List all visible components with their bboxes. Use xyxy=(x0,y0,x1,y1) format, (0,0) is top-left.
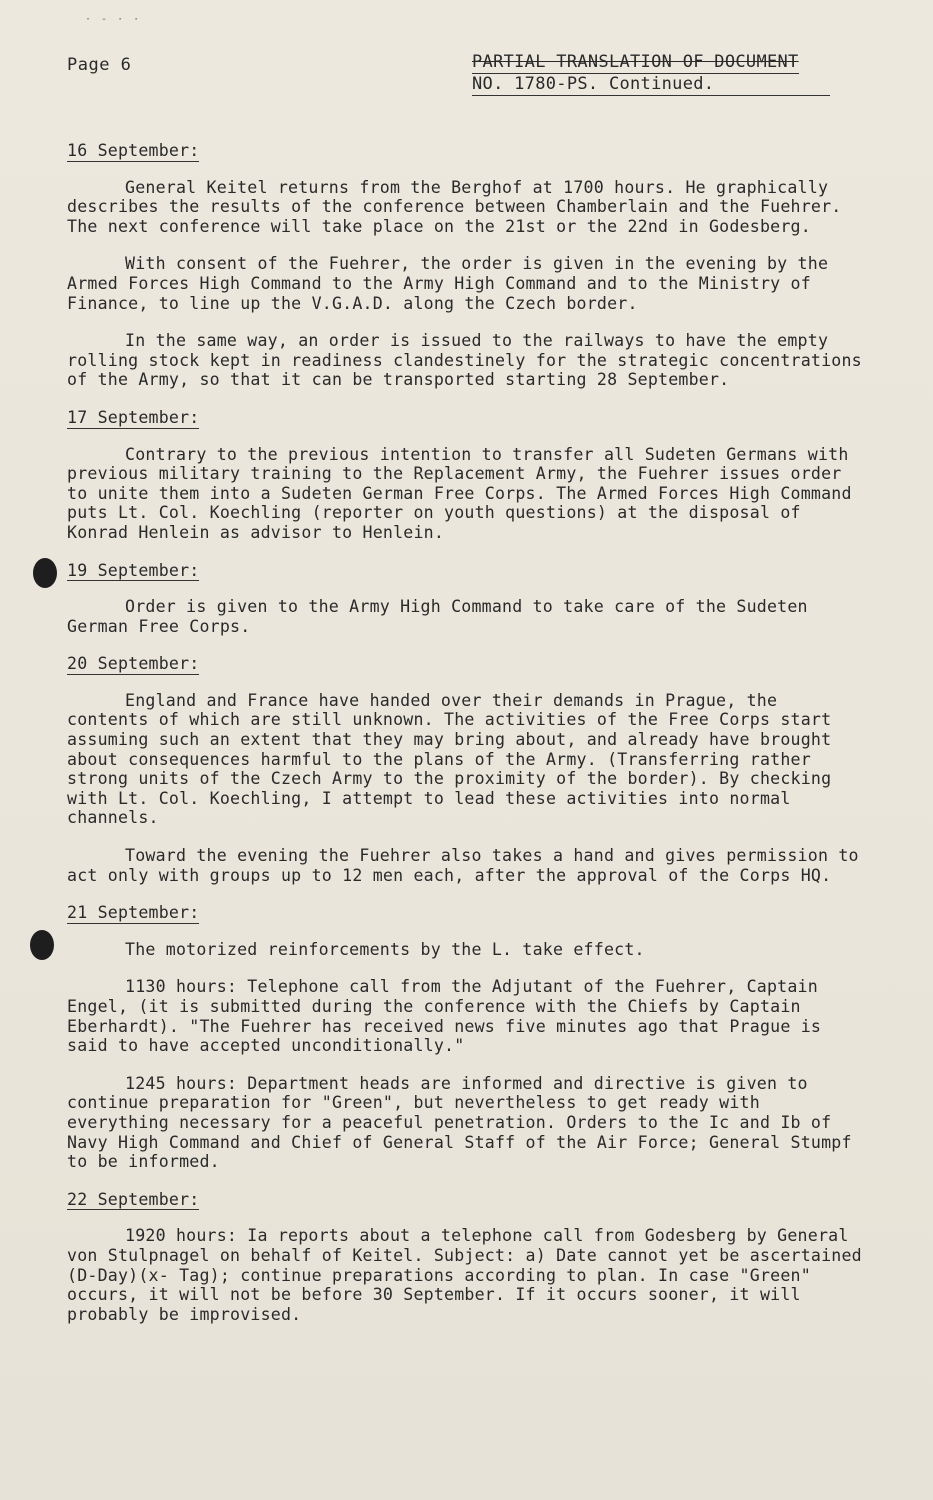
paragraph: Contrary to the previous intention to transfer all Sudeten Germans with previous military training to the Replacement Army, the Fuehrer issues order to unite them into a Sudeten German Free Corps. The Armed Forces High Command puts Lt. Col. Koechling (reporter on youth questions) at the disposal of Konrad Henlein as advisor to Henlein. xyxy=(67,444,852,542)
date-heading: 21 September: xyxy=(67,903,200,923)
entry-22-september xyxy=(67,1190,867,1325)
paragraph: Order is given to the Army High Command to take care of the Sudeten German Free Corps. xyxy=(67,597,808,636)
entry-17-september xyxy=(67,408,867,543)
entry-16-september xyxy=(67,141,867,390)
paragraph: The motorized reinforcements by the L. take effect. xyxy=(125,939,645,959)
date-heading: 17 September: xyxy=(67,407,200,427)
document-title xyxy=(472,52,832,96)
paragraph: 1245 hours: Department heads are informed and directive is given to continue preparation for "Green", but nevertheless to get ready with everything necessary for a peaceful penetration. Orders to the Ic and Ib of Navy High Command and Chief of General Staff of the Air Force; General Stumpf to be informed. xyxy=(67,1073,852,1172)
date-heading: 19 September: xyxy=(67,560,200,580)
paragraph: Toward the evening the Fuehrer also takes a hand and gives permission to act only with groups up to 12 men each, after the approval of the Corps HQ. xyxy=(67,846,859,885)
entry-19-september xyxy=(67,561,867,637)
paragraph: In the same way, an order is issued to the railways to have the empty rolling stock kept in readiness clandestinely for the strategic concentrations of the Army, so that it can be transported starting 28 September. xyxy=(67,331,862,390)
date-heading: 20 September: xyxy=(67,654,200,674)
date-heading: 22 September: xyxy=(67,1189,200,1209)
document-title-line2: NO. 1780-PS. Continued. xyxy=(472,74,830,96)
paragraph: England and France have handed over their demands in Prague, the contents of which are still unknown. The activities of the Free Corps start assuming such an extent that they may bring about, and already have brought about consequences harmful to the plans of the Army. (Transferring rather strong units of the Czech Army to the proximity of the border). By checking with Lt. Col. Koechling, I attempt to lead these activities into normal channels. xyxy=(67,690,832,828)
page-number: Page 6 xyxy=(67,55,132,75)
paragraph: 1920 hours: Ia reports about a telephone call from Godesberg by General von Stulpnagel on behalf of Keitel. Subject: a) Date cannot yet be ascertained (D-Day)(x- Tag); continue preparations according to plan. In case "Green" occurs, it will not be before 30 September. If it occurs sooner, it will probably be improvised. xyxy=(67,1226,862,1324)
date-heading: 16 September: xyxy=(67,141,200,160)
punch-hole-top xyxy=(33,558,57,588)
entry-20-september xyxy=(67,654,867,885)
paragraph: General Keitel returns from the Berghof at 1700 hours. He graphically describes the results of the conference between Chamberlain and the Fuehrer. The next conference will take place on the 21st or the 22nd in Godesberg. xyxy=(67,177,842,236)
margin-marks: · - · · xyxy=(85,14,142,25)
document-title-line1: PARTIAL TRANSLATION OF DOCUMENT xyxy=(472,52,799,72)
entry-21-september xyxy=(67,903,867,1172)
punch-hole-bottom xyxy=(30,930,54,960)
paragraph: 1130 hours: Telephone call from the Adjutant of the Fuehrer, Captain Engel, (it is submitted during the conference with the Chiefs by Captain Eberhardt). "The Fuehrer has received news five minutes ago that Prague is said to have accepted unconditionally." xyxy=(67,977,822,1056)
paragraph: With consent of the Fuehrer, the order is given in the evening by the Armed Forces High Command to the Army High Command and to the Ministry of Finance, to line up the V.G.A.D. along the Czech border. xyxy=(67,254,829,313)
document-body xyxy=(67,141,867,1342)
